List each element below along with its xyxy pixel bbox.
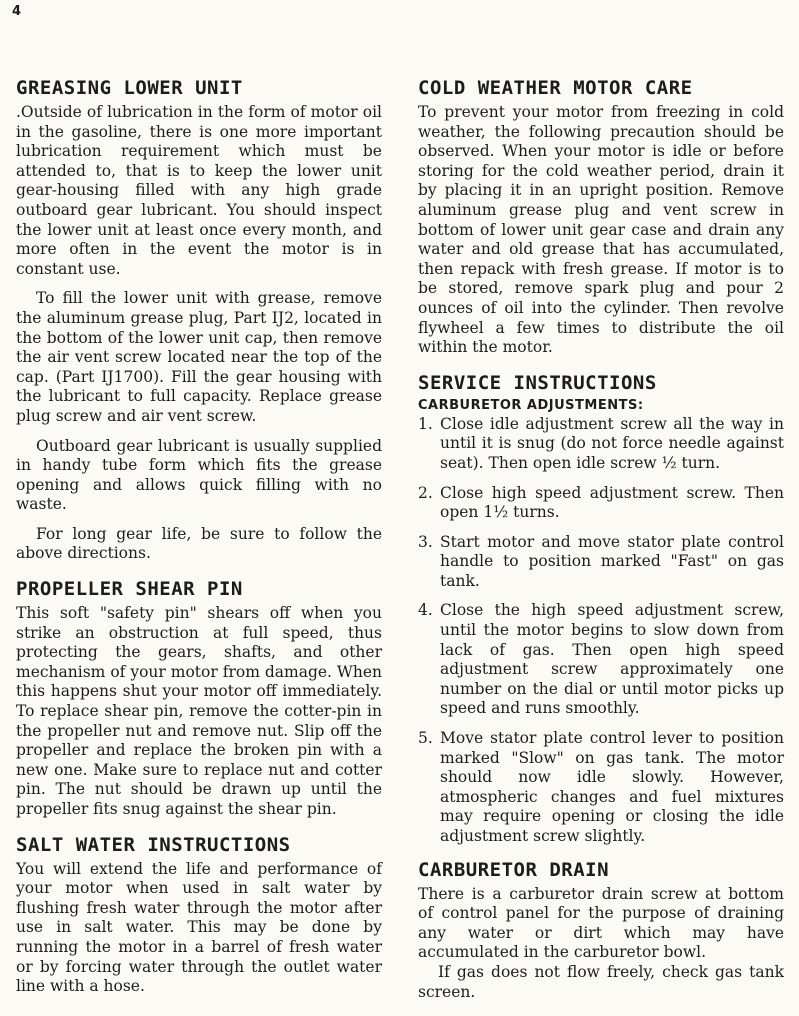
step-text: Move stator plate control lever to position marked "Slow" on gas tank. The motor should now idle slowly. However, atmospheric changes and fuel mixtures may require opening or closing the idle adjustment screw slightly. bbox=[440, 729, 784, 845]
service-heading: SERVICE INSTRUCTIONS bbox=[418, 371, 657, 394]
carburetor-adjustments-subheading: CARBURETOR ADJUSTMENTS: bbox=[418, 397, 644, 413]
carburetor-drain-paragraph-1: There is a carburetor drain screw at bottom of control panel for the purpose of draining any water or dirt which may have accumulated in the carburetor bowl. bbox=[418, 884, 784, 962]
carburetor-drain-section bbox=[418, 857, 784, 1003]
step-text: Close the high speed adjustment screw, until the motor begins to slow down from lack of gas. Then open high speed adjustment screw approximately one number on the dial or until motor picks up speed and runs smoothly. bbox=[440, 601, 784, 718]
propeller-paragraph: This soft "safety pin" shears off when you strike an obstruction at full speed, thus protecting the gears, shafts, and other mechanism of your motor from damage. When this happens shut your motor off immediately. To replace shear pin, remove the cotter-pin in the propeller nut and remove nut. Slip off the propeller and replace the broken pin with a new one. Make sure to replace nut and cotter pin. The nut should be drawn up until the propeller fits snug against the shear pin. bbox=[16, 604, 382, 818]
greasing-paragraph-3: Outboard gear lubricant is usually supplied in handy tube form which fits the grease opening and allows quick filling with no waste. bbox=[16, 436, 382, 514]
greasing-paragraph-1: .Outside of lubrication in the form of motor oil in the gasoline, there is one more important lubrication requirement which must be attended to, that is to keep the lower unit gear-housing filled with any high grade outboard gear lubricant. You should inspect the lower unit at least once every month, and more often in the event the motor is in constant use. bbox=[16, 103, 382, 278]
step-number: 3. bbox=[418, 532, 433, 551]
right-column bbox=[418, 75, 784, 1002]
step-text: Close high speed adjustment screw. Then open 1½ turns. bbox=[440, 483, 784, 522]
service-step bbox=[418, 601, 784, 719]
salt-water-paragraph: You will extend the life and performance of your motor when used in salt water by flushing fresh water through the motor after use in salt water. This may be done by running the motor in a barrel of fresh water or by forcing water through the outlet water line with a hose. bbox=[16, 859, 382, 996]
salt-water-heading: SALT WATER INSTRUCTIONS bbox=[16, 833, 291, 856]
step-number: 4. bbox=[418, 601, 433, 620]
propeller-heading: PROPELLER SHEAR PIN bbox=[16, 578, 243, 601]
greasing-section bbox=[16, 75, 382, 564]
step-number: 5. bbox=[418, 729, 433, 748]
page-number: 4 bbox=[12, 4, 22, 19]
service-step bbox=[418, 484, 784, 523]
greasing-paragraph-2: To fill the lower unit with grease, remove the aluminum grease plug, Part IJ2, located in the bottom of the lower unit cap, then remove the air vent screw located near the top of the cap. (Part IJ1700). Fill the gear housing with the lubricant to full capacity. Replace grease plug screw and air vent screw. bbox=[16, 289, 382, 425]
carburetor-drain-paragraph-2: If gas does not flow freely, check gas tank screen. bbox=[418, 962, 784, 1001]
service-step bbox=[418, 729, 784, 847]
service-step bbox=[418, 533, 784, 592]
service-steps-list bbox=[418, 415, 784, 847]
salt-water-section bbox=[16, 832, 382, 997]
step-number: 1. bbox=[418, 414, 433, 433]
step-text: Start motor and move stator plate control handle to position marked "Fast" on gas tank. bbox=[440, 532, 784, 590]
cold-weather-heading: COLD WEATHER MOTOR CARE bbox=[418, 77, 693, 99]
step-text: Close idle adjustment screw all the way in until it is snug (do not force needle against seat). Then open idle screw ½ turn. bbox=[440, 414, 784, 472]
propeller-section bbox=[16, 576, 382, 820]
service-step bbox=[418, 415, 784, 474]
greasing-heading: GREASING LOWER UNIT bbox=[16, 77, 243, 99]
cold-weather-section bbox=[418, 75, 784, 358]
service-section bbox=[418, 370, 784, 847]
step-number: 2. bbox=[418, 483, 433, 502]
carburetor-drain-heading: CARBURETOR DRAIN bbox=[418, 858, 610, 881]
cold-weather-paragraph: To prevent your motor from freezing in cold weather, the following precaution should be observed. When your motor is idle or before storing for the cold weather period, drain it by placing it in an upright position. Remove aluminum grease plug and vent screw in bottom of lower unit gear case and drain any water and old grease that has accumulated, then repack with fresh grease. If motor is to be stored, remove spark plug and pour 2 ounces of oil into the cylinder. Then revolve flywheel a few times to distribute the oil within the motor. bbox=[418, 103, 784, 357]
left-column bbox=[16, 75, 382, 997]
greasing-paragraph-4: For long gear life, be sure to follow the above directions. bbox=[16, 524, 382, 563]
